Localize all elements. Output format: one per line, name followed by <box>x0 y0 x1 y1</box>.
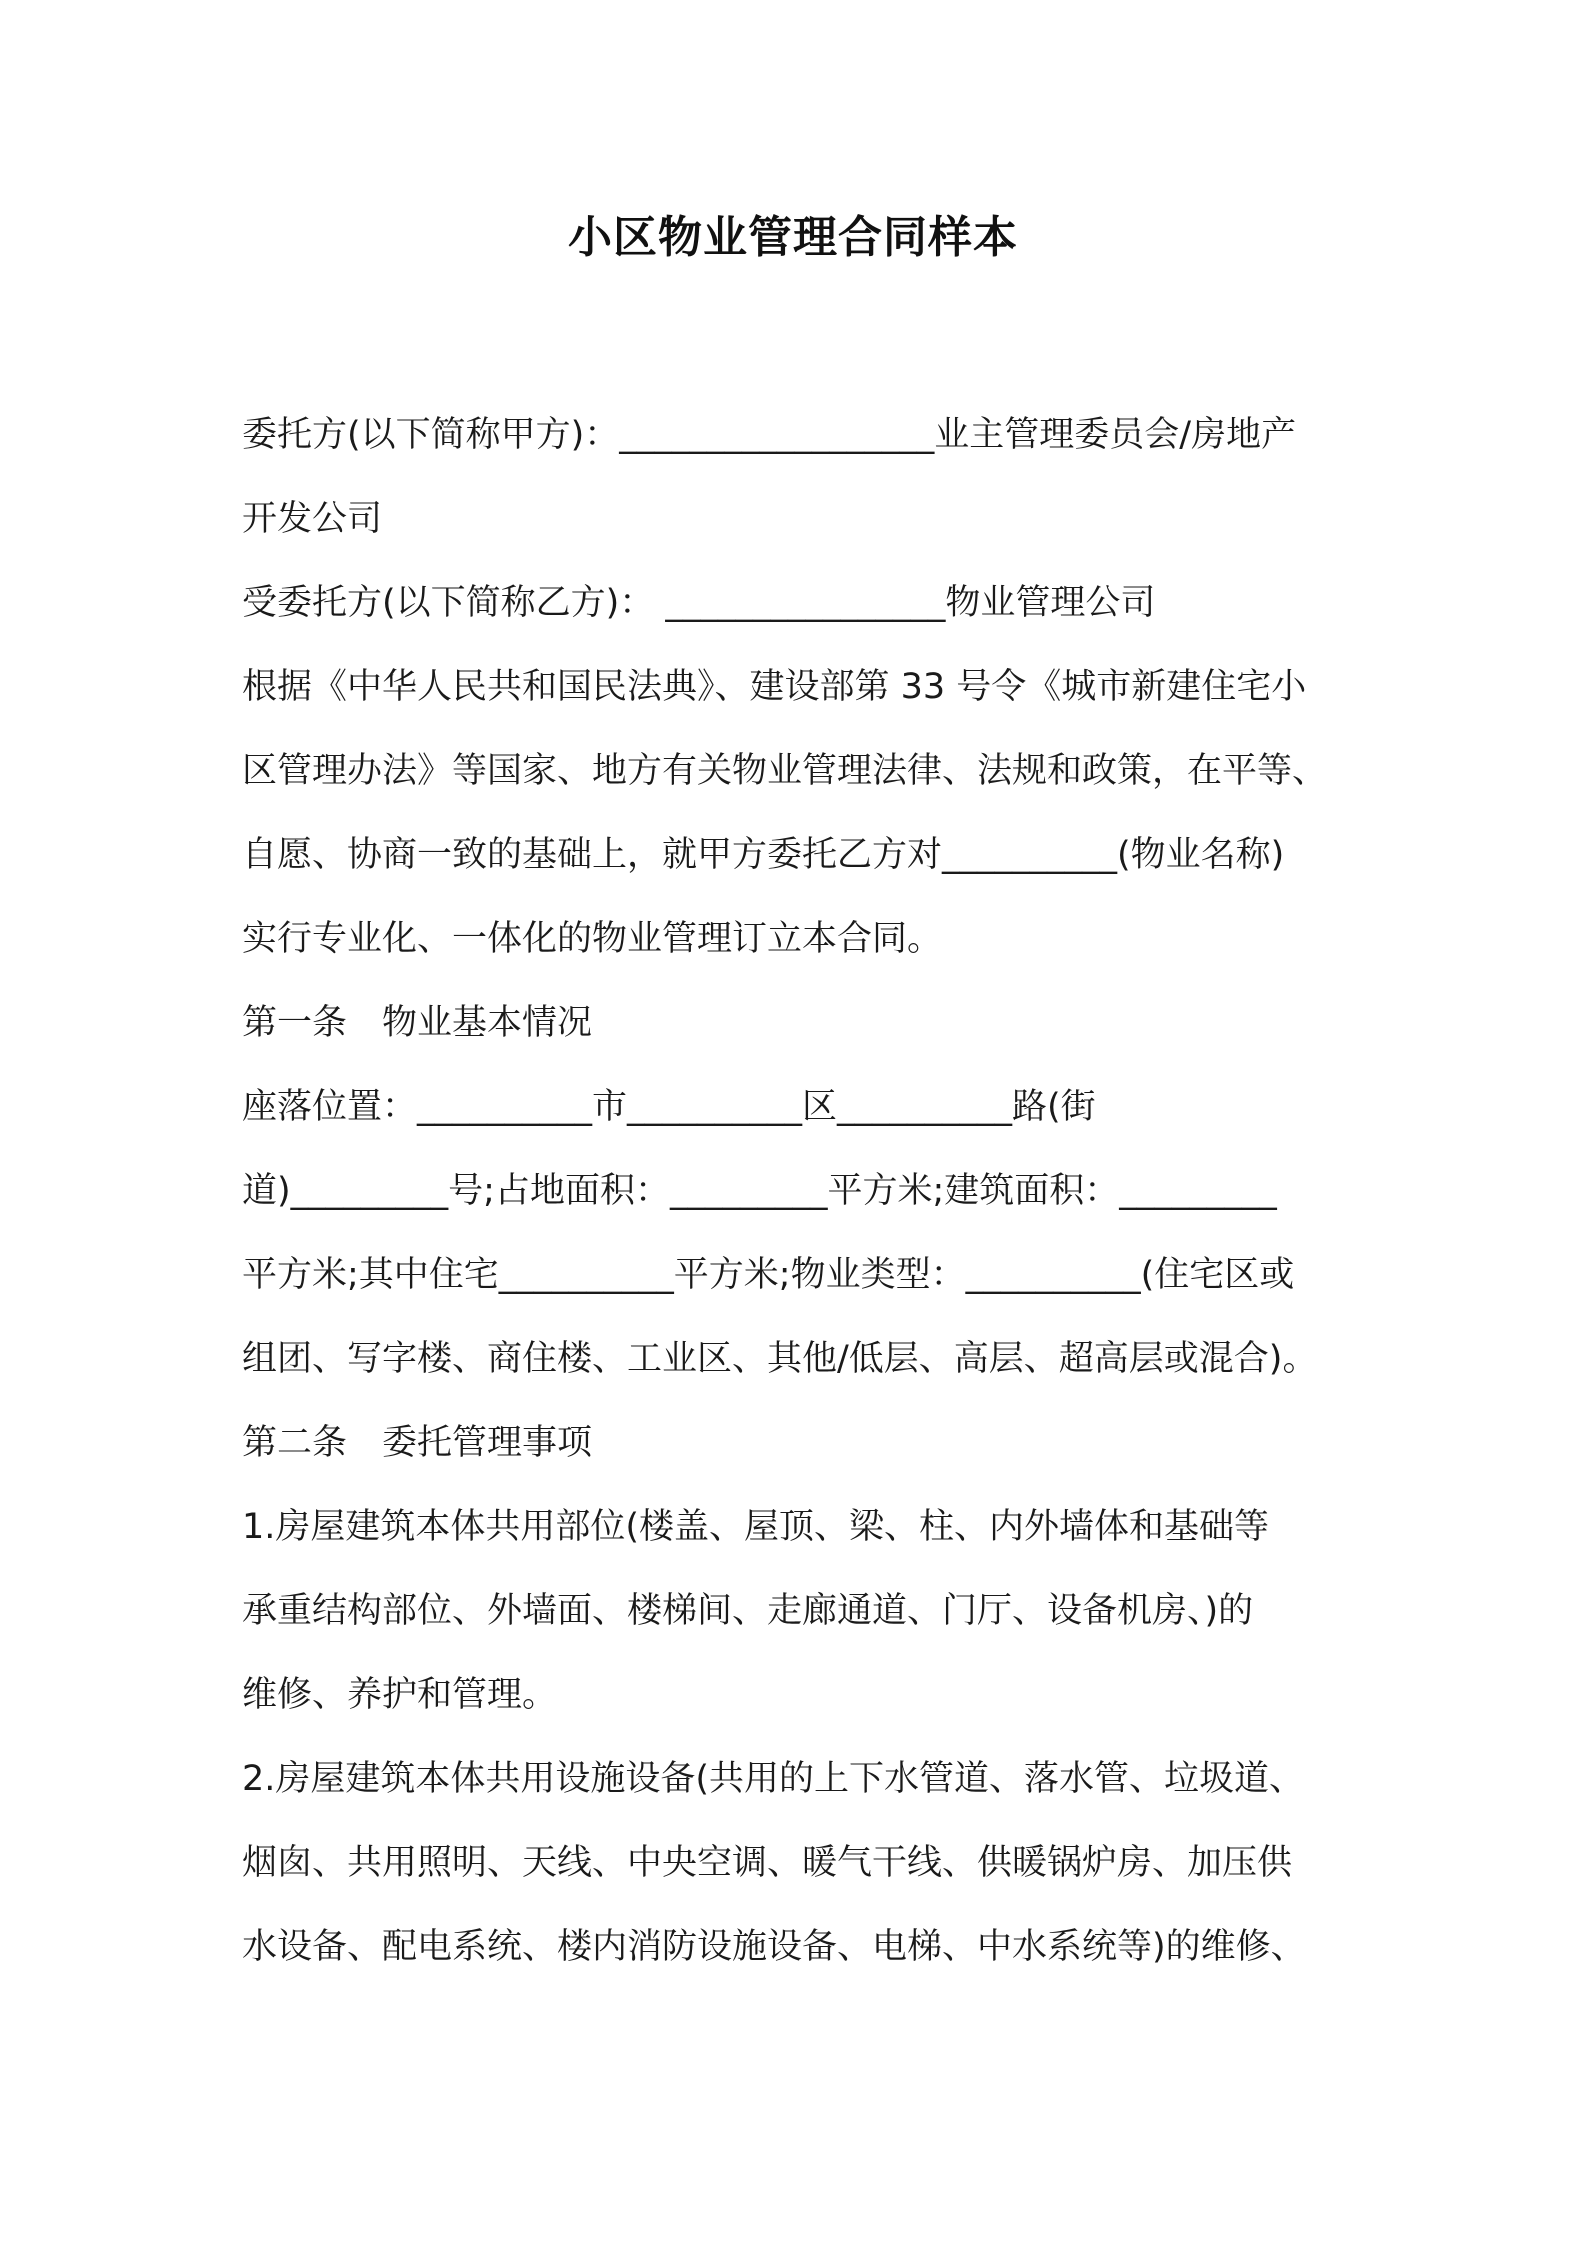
preamble-line-1: 根据《中华人民共和国民法典》、建设部第 33 号令《城市新建住宅小 <box>242 667 1307 707</box>
article-1-line-4: 组团、写字楼、商住楼、工业区、其他/低层、高层、超高层或混合)。 <box>242 1339 1318 1379</box>
article-1-line-1: 座落位置：__________市__________区__________路(街 <box>242 1087 1096 1127</box>
party-b-line: 受委托方(以下简称乙方)： ________________物业管理公司 <box>242 583 1156 623</box>
preamble-line-3: 自愿、协商一致的基础上，就甲方委托乙方对__________(物业名称) <box>242 835 1285 875</box>
party-a-line-1: 委托方(以下简称甲方)：__________________业主管理委员会/房地产 <box>242 415 1297 455</box>
item-2-line-3: 水设备、配电系统、楼内消防设施设备、电梯、中水系统等)的维修、 <box>242 1927 1306 1967</box>
article-1-line-2: 道)_________号;占地面积：_________平方米;建筑面积：_________ <box>242 1171 1277 1211</box>
item-1-line-2: 承重结构部位、外墙面、楼梯间、走廊通道、门厅、设备机房、)的 <box>242 1591 1254 1631</box>
article-2-heading: 第二条 委托管理事项 <box>242 1423 593 1463</box>
article-1-heading: 第一条 物业基本情况 <box>242 1003 593 1043</box>
item-1-line-1: 1.房屋建筑本体共用部位(楼盖、屋顶、梁、柱、内外墙体和基础等 <box>242 1507 1270 1547</box>
document-title: 小区物业管理合同样本 <box>568 212 1018 263</box>
preamble-line-2: 区管理办法》等国家、地方有关物业管理法律、法规和政策，在平等、 <box>242 751 1328 791</box>
article-1-line-3: 平方米;其中住宅__________平方米;物业类型：__________(住宅区或 <box>242 1255 1295 1295</box>
party-a-line-2: 开发公司 <box>242 499 383 539</box>
preamble-line-4: 实行专业化、一体化的物业管理订立本合同。 <box>242 919 943 959</box>
item-1-line-3: 维修、养护和管理。 <box>242 1675 558 1715</box>
item-2-line-2: 烟囱、共用照明、天线、中央空调、暖气干线、供暖锅炉房、加压供 <box>242 1843 1293 1883</box>
item-2-line-1: 2.房屋建筑本体共用设施设备(共用的上下水管道、落水管、垃圾道、 <box>242 1759 1305 1799</box>
